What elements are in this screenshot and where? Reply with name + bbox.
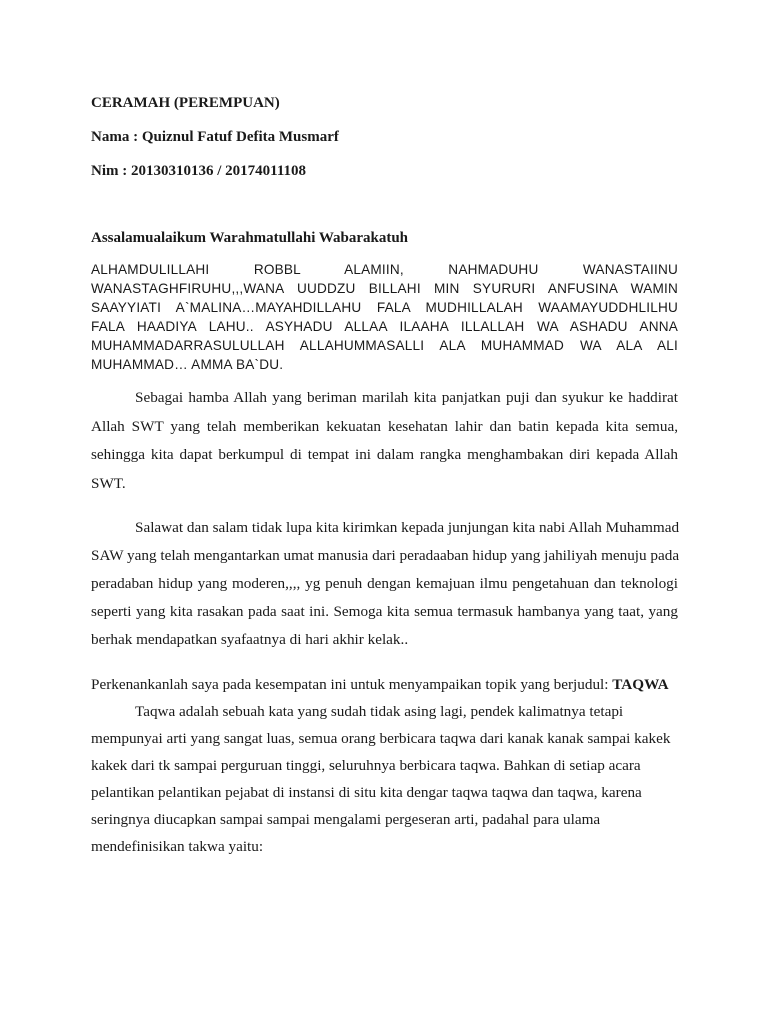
document-title: CERAMAH (PEREMPUAN)	[91, 95, 280, 111]
student-id: Nim : 20130310136 / 20174011108	[91, 163, 307, 179]
prayer-line: SAAYYIATI A`MALINA…MAYAHDILLAHU FALA MUDHILLALAH WAAMAYUDDHLILHU	[91, 300, 678, 315]
prayer-line: FALA HAADIYA LAHU.. ASYHADU ALLAA ILAAHA ILLALLAH WA ASHADU ANNA	[91, 319, 678, 334]
topic-title: TAQWA	[612, 676, 669, 693]
paragraph-gratitude	[91, 384, 678, 498]
paragraph-line: peradaban hidup yang moderen,,,, yg penuh dengan kemajuan ilmu pengetahuan dan teknologi	[91, 575, 678, 592]
paragraph-line: SWT.	[91, 474, 126, 492]
prayer-line: WANASTAGHFIRUHU,,,WANA UUDDZU BILLAHI MIN SYURURI ANFUSINA WAMIN	[91, 281, 678, 296]
paragraph-line: seperti yang kita rasakan pada saat ini. Semoga kita semua termasuk hambanya yang taat, yang	[91, 603, 678, 620]
paragraph-line: mendefinisikan takwa yaitu:	[91, 838, 264, 855]
prayer-line: MUHAMMAD… AMMA BA`DU.	[91, 357, 284, 372]
paragraph-line: SAW yang telah mengantarkan umat manusia dari peradaaban hidup yang jahiliyah menuju pada	[91, 547, 680, 564]
paragraph-line: Salawat dan salam tidak lupa kita kirimkan kepada junjungan kita nabi Allah Muhammad	[135, 519, 680, 536]
paragraph-line: Allah SWT yang telah memberikan kekuatan kesehatan lahir dan batin kepada kita semua,	[91, 417, 678, 435]
prayer-line: ALHAMDULILLAHI ROBBL ALAMIIN, NAHMADUHU WANASTAIINU	[91, 262, 678, 277]
paragraph-line: Sebagai hamba Allah yang beriman marilah kita panjatkan puji dan syukur ke haddirat	[135, 389, 678, 406]
paragraph-line: pelantikan pelantikan pejabat di instansi di situ kita dengar taqwa taqwa dan taqwa, karena	[91, 784, 642, 801]
paragraph-line: Taqwa adalah sebuah kata yang sudah tidak asing lagi, pendek kalimatnya tetapi	[135, 703, 624, 720]
greeting: Assalamualaikum Warahmatullahi Wabarakatuh	[91, 230, 409, 246]
paragraph-line: seringnya diucapkan sampai sampai mengalami pergeseran arti, padahal para ulama	[91, 811, 601, 828]
paragraph-line: kakek dari tk sampai perguruan tinggi, seluruhnya berbicara taqwa. Bahkan di setiap acara	[91, 757, 641, 774]
paragraph-salawat	[91, 514, 678, 654]
paragraph-line: sehingga kita dapat berkumpul di tempat ini dalam rangka menghambakan diri kepada Allah	[91, 446, 678, 463]
paragraph-taqwa	[91, 698, 678, 860]
topic-text: Perkenankanlah saya pada kesempatan ini untuk menyampaikan topik yang berjudul:	[91, 676, 613, 693]
paragraph-line: berhak mendapatkan syafaatnya di hari akhir kelak..	[91, 631, 409, 648]
paragraph-line: mempunyai arti yang sangat luas, semua orang berbicara taqwa dari kanak kanak sampai kakek	[91, 730, 671, 747]
prayer-line: MUHAMMADARRASULULLAH ALLAHUMMASALLI ALA MUHAMMAD WA ALA ALI	[91, 338, 678, 353]
opening-prayer	[91, 260, 678, 374]
topic-line	[91, 676, 669, 694]
author-name: Nama : Quiznul Fatuf Defita Musmarf	[91, 129, 339, 145]
